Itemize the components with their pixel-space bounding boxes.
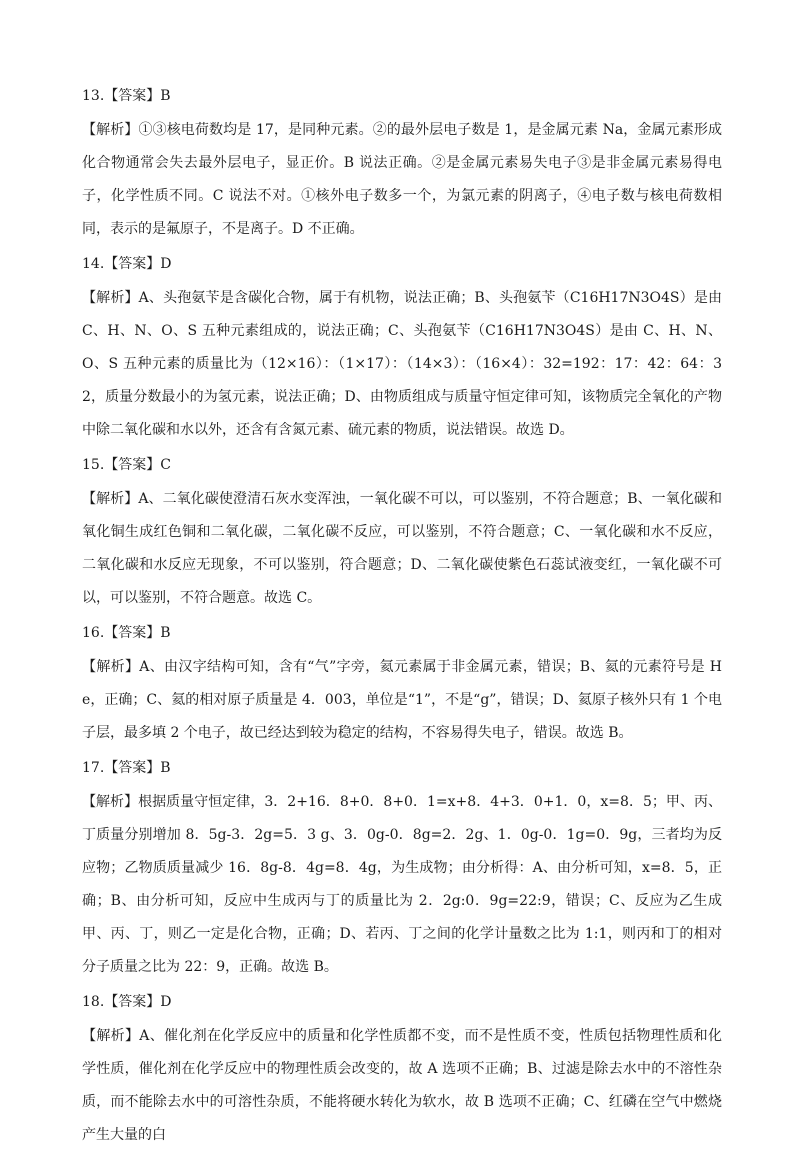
analysis-paragraph: 【解析】A、催化剂在化学反应中的质量和化学性质都不变，而不是性质不变，性质包括物理性质和化学性质，催化剂在化学反应中的物理性质会改变的，故 A 选项不正确；B、过滤是除去水中的不溶性杂质，而不能除去水中的可溶性杂质，不能将硬水转化为软水，故 B 选项不正确；C、红磷在空气中燃烧产生大量的白	[82, 1028, 722, 1143]
question-15	[82, 451, 722, 615]
question-17	[82, 754, 722, 984]
answer-line: 16.【答案】B	[82, 625, 171, 641]
answer-line: 13.【答案】B	[82, 88, 171, 104]
answer-line: 14.【答案】D	[82, 256, 172, 272]
answer-line: 15.【答案】C	[82, 457, 171, 473]
answer-line: 18.【答案】D	[82, 994, 172, 1010]
analysis-paragraph: 【解析】A、由汉字结构可知，含有“气”字旁，氦元素属于非金属元素，错误；B、氦的元素符号是 He，正确；C、氦的相对原子质量是 4．003，单位是“1”，不是“g”，错误；D、氦原子核外只有 1 个电子层，最多填 2 个电子，故已经达到较为稳定的结构，不容易得失电子，错误。故选 B。	[82, 659, 722, 741]
analysis-paragraph: 【解析】根据质量守恒定律，3．2+16．8+0．8+0．1=x+8．4+3．0+1．0，x=8．5；甲、丙、丁质量分别增加 8．5g-3．2g=5．3 g、3．0g-0．8g=2．2g、1．0g-0．1g=0．9g，三者均为反应物；乙物质质量减少 16．8g-8．4g=8．4g，为生成物；由分析得：A、由分析可知，x=8．5，正确；B、由分析可知，反应中生成丙与丁的质量比为 2．2g:0．9g=22:9，错误；C、反应为乙生成甲、丙、丁，则乙一定是化合物，正确；D、若丙、丁之间的化学计量数之比为 1:1，则丙和丁的相对分子质量之比为 22：9，正确。故选 B。	[82, 794, 722, 975]
question-16	[82, 619, 722, 750]
question-18	[82, 988, 722, 1152]
question-13	[82, 82, 722, 246]
analysis-paragraph: 【解析】①③核电荷数均是 17，是同种元素。②的最外层电子数是 1，是金属元素 Na，金属元素形成化合物通常会失去最外层电子，显正价。B 说法正确。②是金属元素易失电子③是非金属元素易得电子，化学性质不同。C 说法不对。①核外电子数多一个，为氯元素的阴离子，④电子数与核电荷数相同，表示的是氟原子，不是离子。D 不正确。	[82, 122, 722, 237]
answer-line: 17.【答案】B	[82, 760, 171, 776]
analysis-paragraph: 【解析】A、头孢氨苄是含碳化合物，属于有机物，说法正确；B、头孢氨苄（C16H17N3O4S）是由 C、H、N、O、S 五种元素组成的，说法正确；C、头孢氨苄（C16H17N3O4S）是由 C、H、N、O、S 五种元素的质量比为（12×16）：（1×17）：（14×3）：（16×4）：32=192：17：42：64：32，质量分数最小的为氢元素，说法正确；D、由物质组成与质量守恒定律可知，该物质完全氧化的产物中除二氧化碳和水以外，还含有含氮元素、硫元素的物质，说法错误。故选 D。	[82, 290, 722, 438]
answer-list	[82, 82, 722, 1156]
question-14	[82, 250, 722, 447]
analysis-paragraph: 【解析】A、二氧化碳使澄清石灰水变浑浊，一氧化碳不可以，可以鉴别，不符合题意；B、一氧化碳和氧化铜生成红色铜和二氧化碳，二氧化碳不反应，可以鉴别，不符合题意；C、一氧化碳和水不反应，二氧化碳和水反应无现象，不可以鉴别，符合题意；D、二氧化碳使紫色石蕊试液变红，一氧化碳不可以，可以鉴别，不符合题意。故选 C。	[82, 491, 722, 606]
